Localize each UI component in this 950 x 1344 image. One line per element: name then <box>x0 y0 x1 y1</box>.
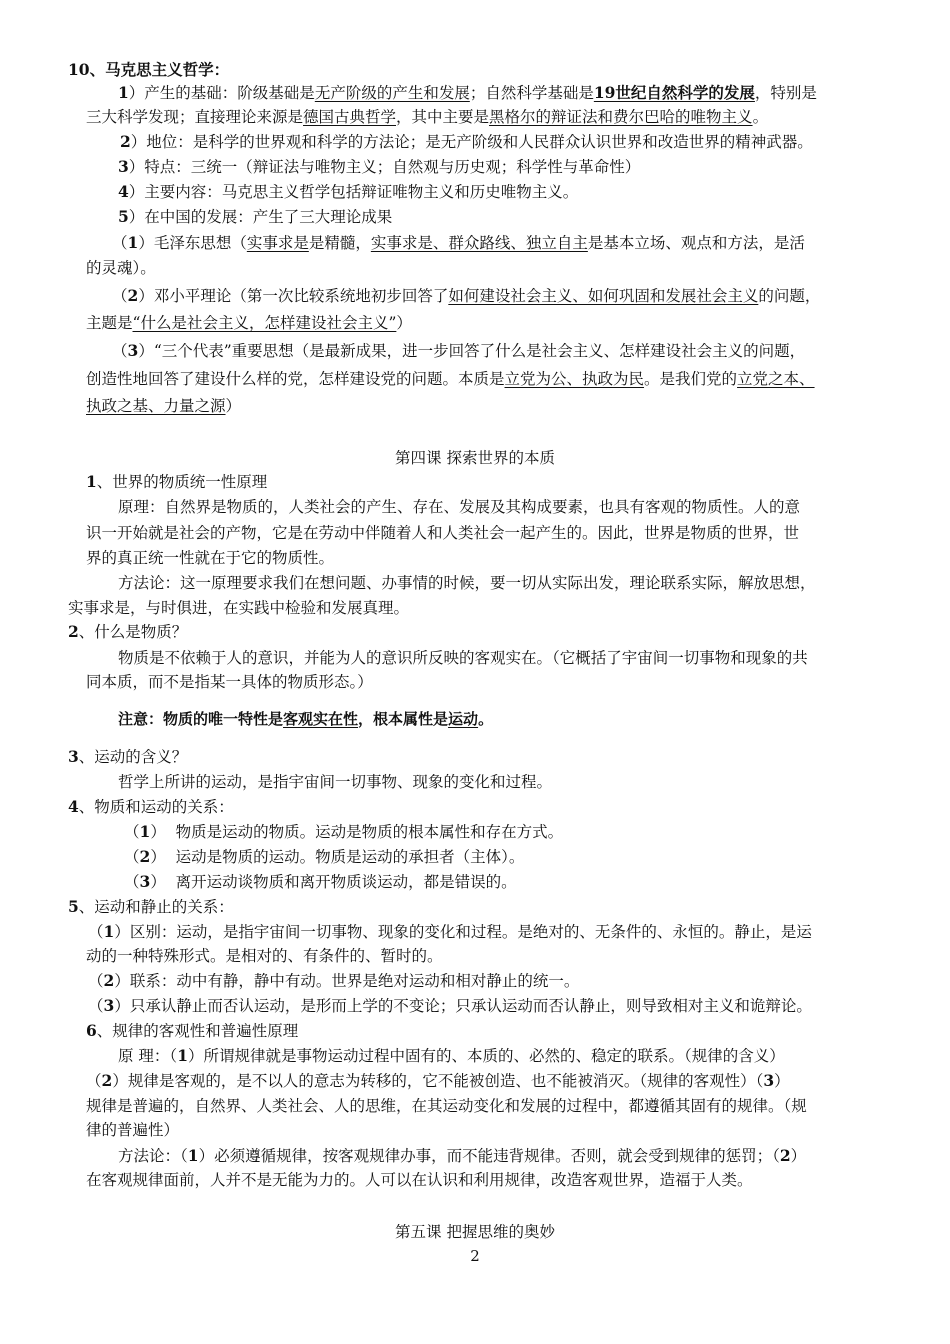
paragraph-line: 执政之基、力量之源） <box>86 397 242 415</box>
paragraph-line: 识一开始就是社会的产物，它是在劳动中伴随着人和人类社会一起产生的。因此，世界是物质的世界，世 <box>86 524 800 542</box>
section-10-heading: 10、马克思主义哲学： <box>68 60 230 79</box>
note-line: 注意：物质的唯一特性是客观实在性，根本属性是运动。 <box>118 710 494 728</box>
paragraph-line: 界的真正统一性就在于它的物质性。 <box>86 549 335 567</box>
paragraph-line: 主题是“什么是社会主义，怎样建设社会主义”） <box>86 314 412 332</box>
paragraph-line: 原理：自然界是物质的，人类社会的产生、存在、发展及其构成要素，也具有客观的物质性。人的意 <box>118 498 801 516</box>
paragraph-line: （1）区别：运动，是指宇宙间一切事物、现象的变化和过程。是绝对的、无条件的、永恒的。静止，是运 <box>88 922 812 941</box>
lesson-4-title: 第四课 探索世界的本质 <box>395 449 555 467</box>
paragraph-line: 规律是普遍的，自然界、人类社会、人的思维，在其运动变化和发展的过程中，都遵循其固有的规律。（规 <box>86 1097 807 1115</box>
section-heading: 4、物质和运动的关系： <box>68 797 234 816</box>
lesson-5-title: 第五课 把握思维的奥妙 <box>395 1223 555 1241</box>
paragraph-line: （2）邓小平理论（第一次比较系统地初步回答了如何建设社会主义、如何巩固和发展社会主义的问题， <box>112 286 821 305</box>
section-heading: 6、规律的客观性和普遍性原理 <box>86 1021 299 1040</box>
paragraph-line: 三大科学发现；直接理论来源是德国古典哲学，其中主要是黑格尔的辩证法和费尔巴哈的唯物主义。 <box>86 108 769 126</box>
paragraph-line: 创造性地回答了建设什么样的党，怎样建设党的问题。本质是立党为公、执政为民。是我们党的立党之本、 <box>86 370 815 388</box>
paragraph-line: 方法论：（1）必须遵循规律，按客观规律办事，而不能违背规律。否则，就会受到规律的惩罚；（2） <box>118 1146 807 1165</box>
section-heading: 5、运动和静止的关系： <box>68 897 234 916</box>
paragraph-line: 律的普遍性） <box>86 1121 180 1139</box>
paragraph-line: 的灵魂）。 <box>86 259 156 277</box>
paragraph-line: 在客观规律面前，人并不是无能为力的。人可以在认识和利用规律，改造客观世界，造福于人类。 <box>86 1171 753 1189</box>
list-item: （1） 物质是运动的物质。运动是物质的根本属性和存在方式。 <box>124 822 564 841</box>
paragraph-line: （1）毛泽东思想（实事求是是精髓，实事求是、群众路线、独立自主是基本立场、观点和方法，是活 <box>112 233 805 252</box>
section-heading: 3、运动的含义？ <box>68 747 188 766</box>
paragraph-line: 实事求是，与时俱进，在实践中检验和发展真理。 <box>68 599 410 617</box>
paragraph-line: 哲学上所讲的运动，是指宇宙间一切事物、现象的变化和过程。 <box>118 773 553 791</box>
section-heading: 1、世界的物质统一性原理 <box>86 472 268 491</box>
paragraph-line: 2）地位：是科学的世界观和科学的方法论；是无产阶级和人民群众认识世界和改造世界的精神武器。 <box>120 132 813 151</box>
paragraph-line: 1）产生的基础：阶级基础是无产阶级的产生和发展；自然科学基础是19世纪自然科学的发展，特别是 <box>118 83 817 102</box>
list-item: （2） 运动是物质的运动。物质是运动的承担者（主体）。 <box>124 847 525 866</box>
paragraph-line: 物质是不依赖于人的意识，并能为人的意识所反映的客观实在。（它概括了宇宙间一切事物和现象的共 <box>118 649 808 667</box>
paragraph-line: 同本质，而不是指某一具体的物质形态。） <box>86 673 373 691</box>
paragraph-line: （3）只承认静止而否认运动，是形而上学的不变论；只承认运动而否认静止，则导致相对主义和诡辩论。 <box>88 996 812 1015</box>
paragraph-line: 5）在中国的发展：产生了三大理论成果 <box>118 207 393 226</box>
section-heading: 2、什么是物质？ <box>68 622 188 641</box>
paragraph-line: （3）“三个代表”重要思想（是最新成果，进一步回答了什么是社会主义、怎样建设社会主义的问题， <box>112 341 806 360</box>
paragraph-line: 4）主要内容：马克思主义哲学包括辩证唯物主义和历史唯物主义。 <box>118 182 579 201</box>
paragraph-line: 方法论：这一原理要求我们在想问题、办事情的时候，要一切从实际出发，理论联系实际，解放思想， <box>118 574 816 592</box>
paragraph-line: 3）特点：三统一（辩证法与唯物主义；自然观与历史观；科学性与革命性） <box>118 157 641 176</box>
paragraph-line: 动的一种特殊形式。是相对的、有条件的、暂时的。 <box>86 947 443 965</box>
paragraph-line: （2）联系：动中有静，静中有动。世界是绝对运动和相对静止的统一。 <box>88 971 580 990</box>
paragraph-line: （2）规律是客观的，是不以人的意志为转移的，它不能被创造、也不能被消灭。（规律的客观性）（3） <box>86 1071 790 1090</box>
page-number: 2 <box>470 1247 480 1265</box>
paragraph-line: 原 理：（1）所谓规律就是事物运动过程中固有的、本质的、必然的、稳定的联系。（规律的含义） <box>118 1046 785 1065</box>
list-item: （3） 离开运动谈物质和离开物质谈运动，都是错误的。 <box>124 872 517 891</box>
